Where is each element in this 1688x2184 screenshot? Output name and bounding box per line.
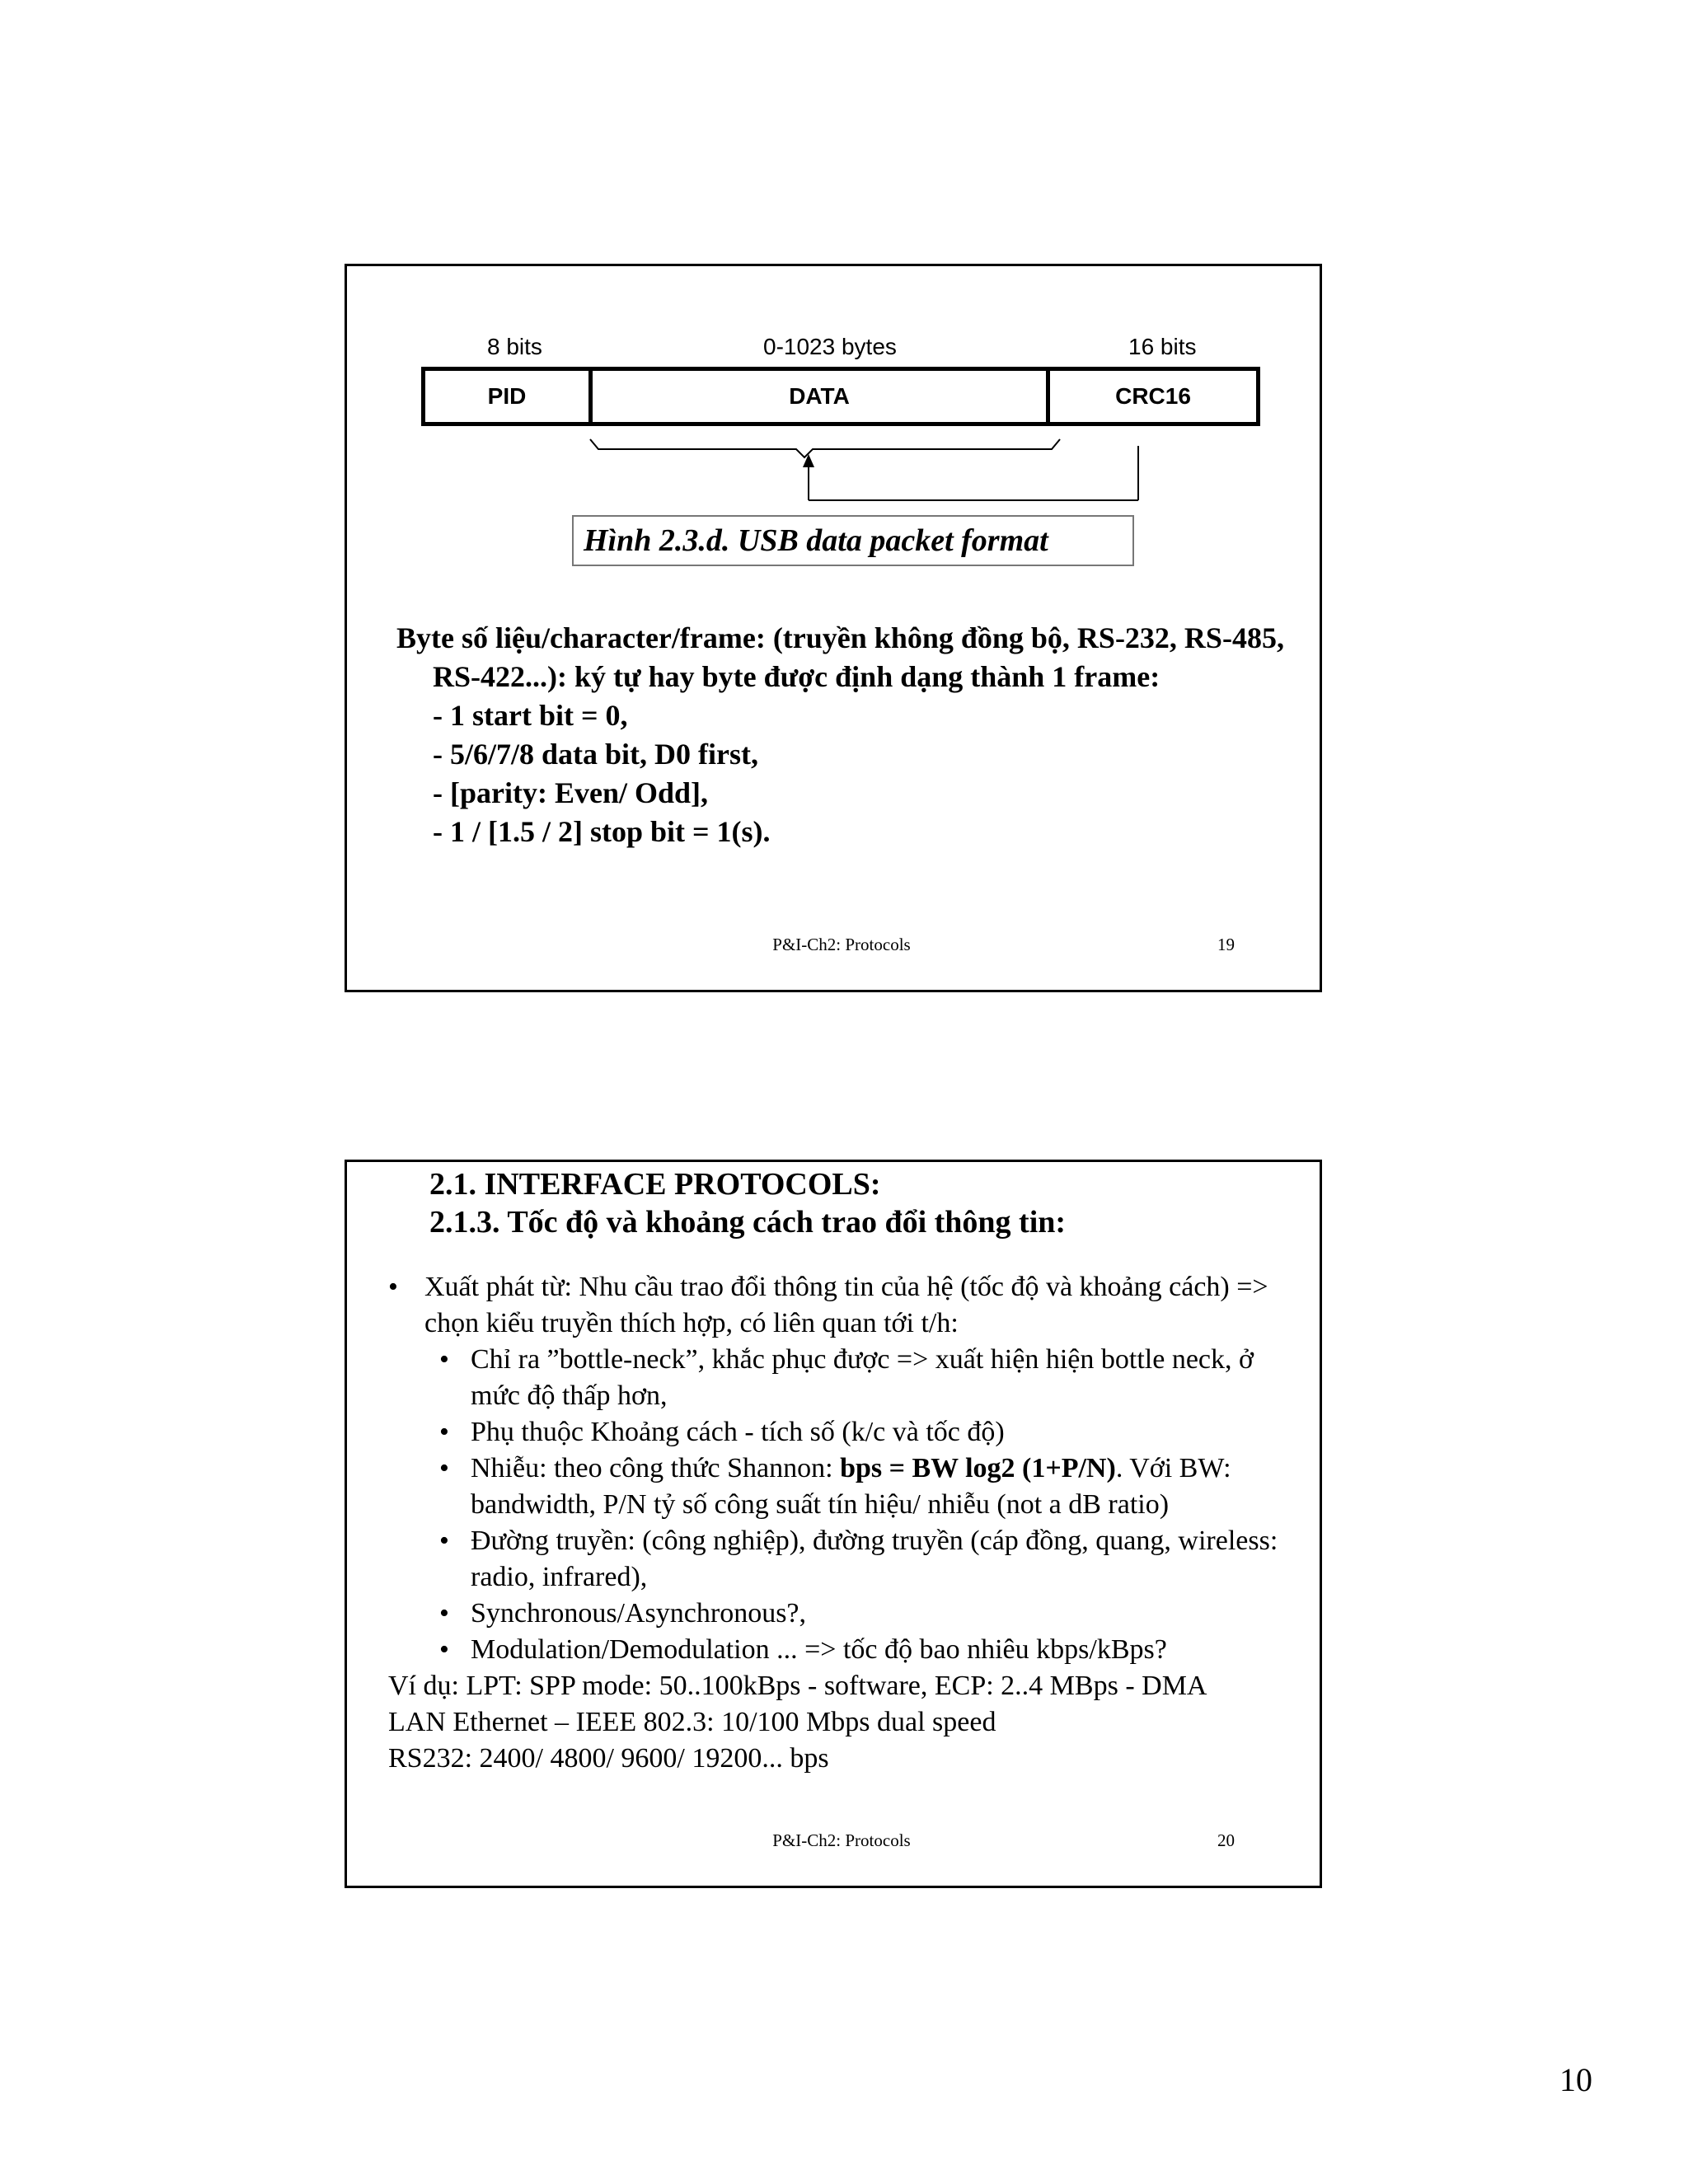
bullet-icon: •	[388, 1272, 398, 1302]
pid-size-label: 8 bits	[487, 334, 542, 359]
slide-body	[388, 1269, 1303, 1777]
slide-19	[345, 264, 1322, 992]
arrow-head-icon	[803, 454, 814, 467]
bullet-icon: •	[439, 1344, 449, 1375]
bullet-text-pre: Nhiễu: theo công thức Shannon:	[471, 1453, 841, 1483]
example-line: LAN Ethernet – IEEE 802.3: 10/100 Mbps dual speed	[388, 1707, 996, 1737]
list-item	[388, 1269, 1303, 1342]
section-title: 2.1. INTERFACE PROTOCOLS:	[429, 1167, 881, 1202]
bullet-icon: •	[439, 1526, 449, 1556]
slide-footer-title: P&I-Ch2: Protocols	[772, 935, 911, 954]
pid-field: PID	[425, 371, 593, 422]
bullet-icon: •	[439, 1453, 449, 1483]
bullet-text: Phụ thuộc Khoảng cách - tích số (k/c và tốc độ)	[471, 1417, 1005, 1447]
bullet-icon: •	[439, 1417, 449, 1447]
page-number: 10	[1559, 2061, 1592, 2098]
figure-caption: Hình 2.3.d. USB data packet format	[572, 515, 1134, 566]
frame-item: - 5/6/7/8 data bit, D0 first,	[433, 738, 758, 771]
bullet-text: Modulation/Demodulation ... => tốc độ bao nhiêu kbps/kBps?	[471, 1634, 1167, 1665]
bullet-icon: •	[439, 1634, 449, 1665]
frame-description	[396, 619, 1287, 851]
slide-footer-title: P&I-Ch2: Protocols	[772, 1830, 911, 1850]
bullet-text: Xuất phát từ: Nhu cầu trao đổi thông tin của hệ (tốc độ và khoảng cách) => chọn kiểu truyền thích hợp, có liên quan tới t/h:	[424, 1272, 1268, 1338]
data-size-label: 0-1023 bytes	[763, 334, 897, 359]
list-item	[388, 1414, 1303, 1451]
list-item	[388, 1451, 1303, 1523]
bullet-text-post: . Với BW: bandwidth, P/N tỷ số công suất tín hiệu/ nhiễu (not a dB ratio)	[471, 1453, 1231, 1520]
crc-size-label: 16 bits	[1128, 334, 1197, 359]
frame-item: - 1 start bit = 0,	[433, 699, 628, 732]
slide-number: 20	[1217, 1830, 1235, 1850]
slide-number: 19	[1217, 935, 1235, 954]
crc-coverage-bracket	[347, 266, 1325, 513]
bullet-text: Đường truyền: (công nghiệp), đường truyền (cáp đồng, quang, wireless: radio, infrared),	[471, 1526, 1278, 1592]
list-item	[388, 1523, 1303, 1596]
example-line: RS232: 2400/ 4800/ 9600/ 19200... bps	[388, 1743, 829, 1774]
frame-item: - [parity: Even/ Odd],	[433, 776, 709, 809]
bullet-text: Chỉ ra ”bottle-neck”, khắc phục được => xuất hiện hiện bottle neck, ở mức độ thấp hơn,	[471, 1344, 1254, 1411]
bullet-icon: •	[439, 1598, 449, 1629]
crc16-field: CRC16	[1115, 383, 1191, 409]
slide-20	[345, 1160, 1322, 1888]
subsection-title: 2.1.3. Tốc độ và khoảng cách trao đổi thông tin:	[429, 1205, 1067, 1240]
frame-lead-text: Byte số liệu/character/frame: (truyền không đồng bộ, RS-232, RS-485, RS-422...): ký tự hay byte được định dạng thành 1 frame:	[396, 621, 1284, 693]
list-item	[388, 1596, 1303, 1632]
bullet-text: Synchronous/Asynchronous?,	[471, 1598, 807, 1629]
slide-heading	[429, 1165, 1066, 1241]
frame-item: - 1 / [1.5 / 2] stop bit = 1(s).	[433, 815, 771, 848]
list-item	[388, 1632, 1303, 1668]
shannon-formula: bps = BW log2 (1+P/N)	[840, 1453, 1116, 1483]
list-item	[388, 1342, 1303, 1414]
data-field: DATA	[593, 371, 1050, 422]
example-line: Ví dụ: LPT: SPP mode: 50..100kBps - software, ECP: 2..4 MBps - DMA	[388, 1671, 1207, 1701]
